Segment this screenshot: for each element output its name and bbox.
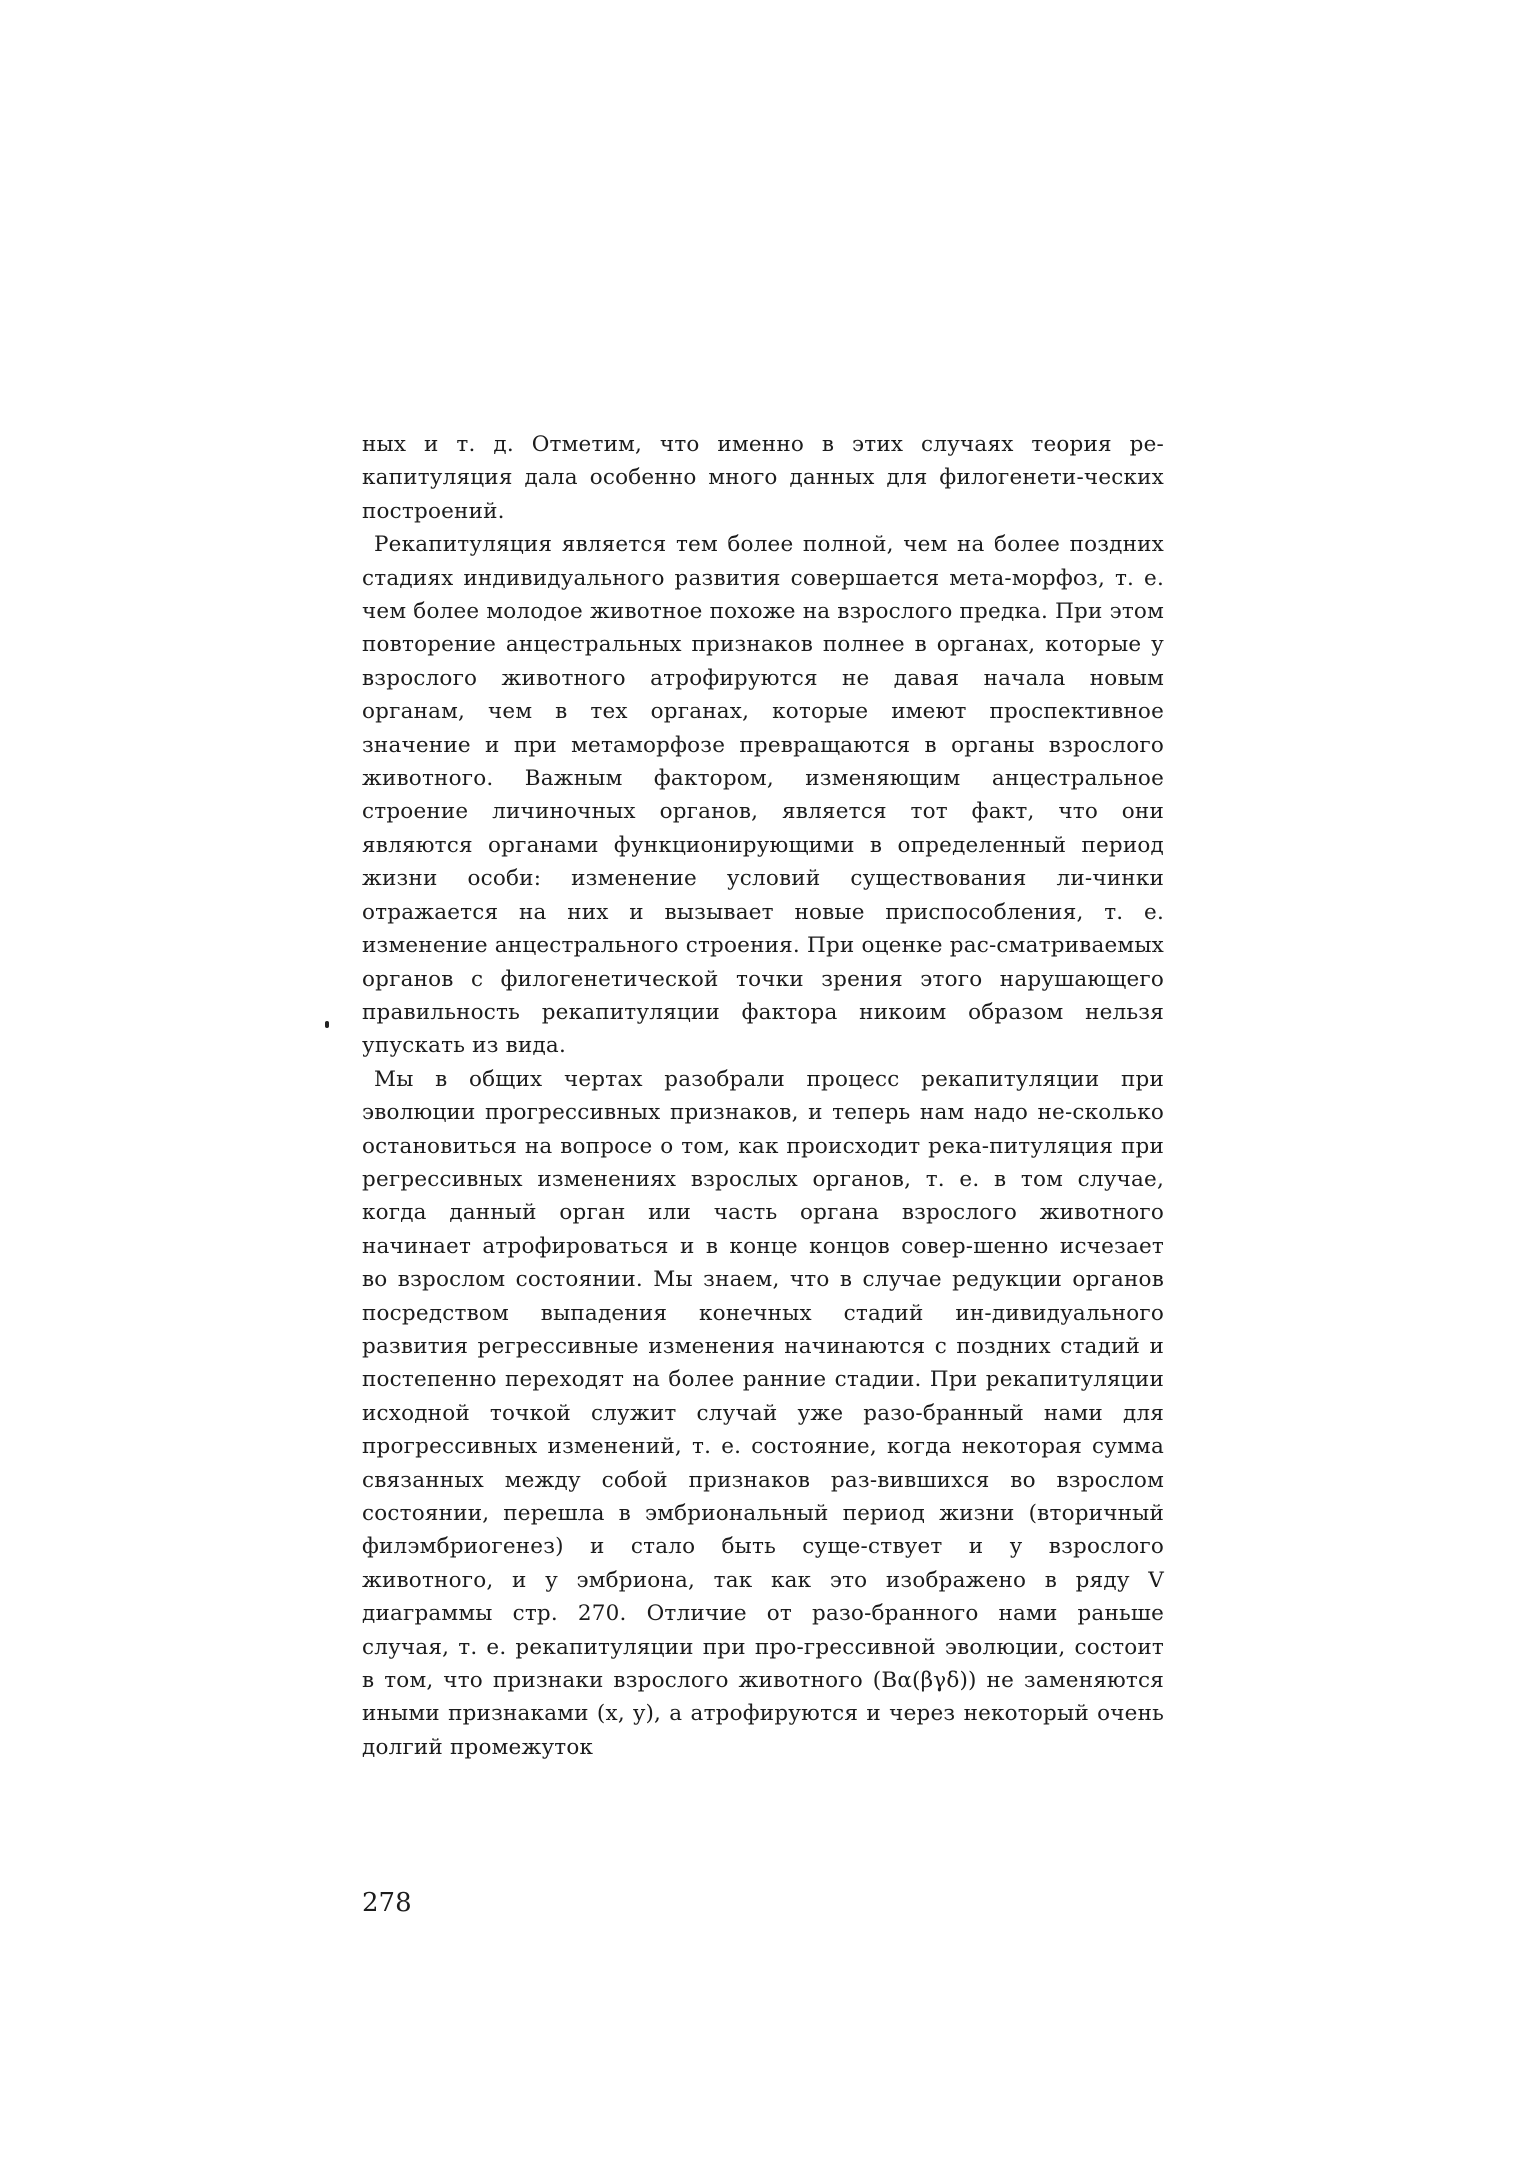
margin-mark xyxy=(325,1021,329,1028)
paragraph: ных и т. д. Отметим, что именно в этих случаях теория ре-капитуляция дала особенно много данных для филогенети-ческих построений. xyxy=(362,432,1164,524)
paragraph: Мы в общих чертах разобрали процесс рекапитуляции при эволюции прогрессивных признаков, и теперь нам надо не-сколько остановиться на вопросе о том, как происходит река-питуляция при регрессивных изменениях взрослых органов, т. е. в том случае, когда данный орган или часть органа взрослого животного начинает атрофироваться и в конце концов совер-шенно исчезает во взрослом состоянии. Мы знаем, что в случае редукции органов посредством выпадения конечных стадий ин-дивидуального развития регрессивные изменения начинаются с поздних стадий и постепенно переходят на более ранние стадии. При рекапитуляции исходной точкой служит случай уже разо-бранный нами для прогрессивных изменений, т. е. состояние, когда некоторая сумма связанных между собой признаков раз-вившихся во взрослом состоянии, перешла в эмбриональный период жизни (вторичный филэмбриогенез) и стало быть суще-ствует и у взрослого животного, и у эмбриона, так как это изображено в ряду V диаграммы стр. 270. Отличие от разо-бранного нами раньше случая, т. е. рекапитуляции при про-грессивной эволюции, состоит в том, что признаки взрослого животного (Bα(βγδ)) не заменяются иными признаками (x, y), а атрофируются и через некоторый очень долгий промежуток xyxy=(362,1066,1164,1760)
page-body-text xyxy=(362,428,1164,1764)
page-number: 278 xyxy=(362,1888,412,1918)
paragraph: Рекапитуляция является тем более полной, чем на более поздних стадиях индивидуального развития совершается мета-морфоз, т. е. чем более молодое животное похоже на взрослого предка. При этом повторение анцестральных признаков полнее в органах, которые у взрослого животного атрофируются не давая начала новым органам, чем в тех органах, которые имеют проспективное значение и при метаморфозе превращаются в органы взрослого животного. Важным фактором, изменяющим анцестральное строение личиночных органов, является тот факт, что они являются органами функционирующими в определенный период жизни особи: изменение условий существования ли-чинки отражается на них и вызывает новые приспособления, т. е. изменение анцестрального строения. При оценке рас-сматриваемых органов с филогенетической точки зрения этого нарушающего правильность рекапитуляции фактора никоим образом нельзя упускать из вида. xyxy=(362,532,1164,1059)
